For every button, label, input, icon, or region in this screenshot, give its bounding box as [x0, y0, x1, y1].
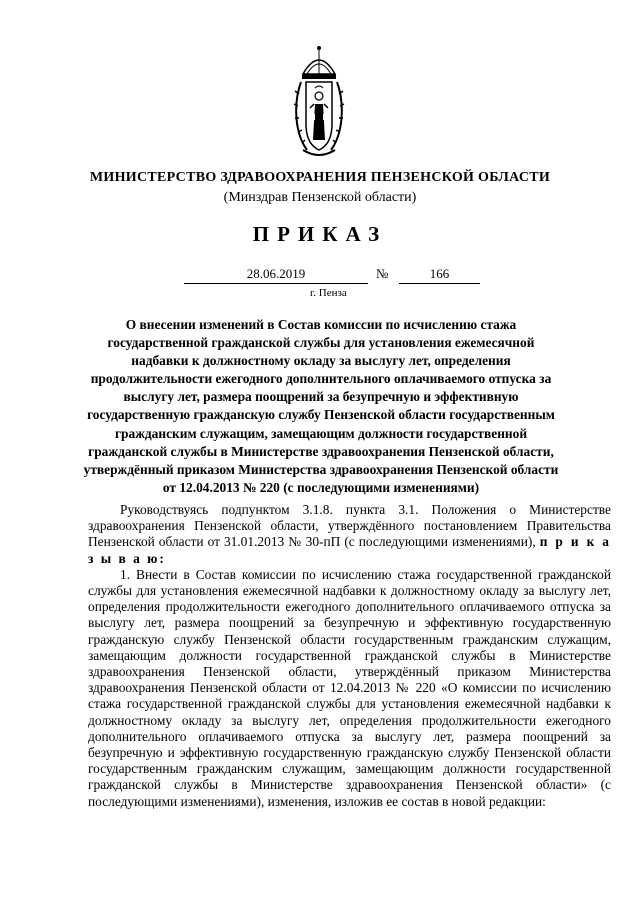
order-number: 166	[399, 266, 480, 284]
number-sign: №	[376, 266, 389, 281]
intro-paragraph	[88, 502, 611, 567]
intro-text: Руководствуясь подпунктом 3.1.8. пункта 3.1. Положения о Министерстве здравоохранения Пензенской области, утверждённого постановлением Правительства Пензенской области от 31.01.2013 № 30-пП (с последующими изменениями),	[88, 502, 611, 550]
city: г. Пенза	[310, 287, 347, 299]
order-title: О внесении изменений в Состав комиссии по исчислению стажа государственной гражданской службы для установления ежемесячной надбавки к должностному окладу за выслугу лет, определения продолжительности ежегодного дополнительного оплачиваемого отпуска за выслугу лет, размера поощрений за безупречную и эффективную государственную гражданскую службу Пензенской области государственным гражданским служащим, замещающим должности государственной гражданской службы в Министерстве здравоохранения Пензенской области, утверждённый приказом Министерства здравоохранения Пензенской области от 12.04.2013 № 220 (с последующими изменениями)	[83, 317, 559, 495]
order-body	[88, 502, 611, 810]
ministry-name: МИНИСТЕРСТВО ЗДРАВООХРАНЕНИЯ ПЕНЗЕНСКОЙ ОБЛАСТИ	[89, 170, 551, 185]
item-1-paragraph: 1. Внести в Состав комиссии по исчислению стажа государственной гражданской службы для установления ежемесячной надбавки к должностному окладу за выслугу лет, определения продолжительности ежегодного дополнительного оплачиваемого отпуска за выслугу лет, размера поощрений за безупречную и эффективную государственную гражданскую службу Пензенской области государственным гражданским служащим, замещающим должности государственной гражданской службы в Министерстве здравоохранения Пензенской области, утверждённый приказом Министерства здравоохранения Пензенской области от 12.04.2013 № 220 «О комиссии по исчислению стажа государственной гражданской службы для установления ежемесячной надбавки к должностному окладу за выслугу лет, определения продолжительности ежегодного дополнительного оплачиваемого отпуска за выслугу лет, размера поощрений за безупречную и эффективную государственную гражданскую службу Пензенской области государственным гражданским служащим, замещающим должности государственной гражданской службы в Министерстве здравоохранения Пензенской области» (с последующими изменениями), изменения, изложив ее состав в новой редакции:	[88, 566, 611, 809]
document-type: ПРИКАЗ	[252, 222, 388, 246]
command-word: п р и к а з ы в а ю:	[88, 534, 611, 566]
coat-of-arms-icon	[293, 44, 345, 160]
order-date: 28.06.2019	[184, 266, 368, 284]
ministry-short-name: (Минздрав Пензенской области)	[223, 190, 417, 205]
